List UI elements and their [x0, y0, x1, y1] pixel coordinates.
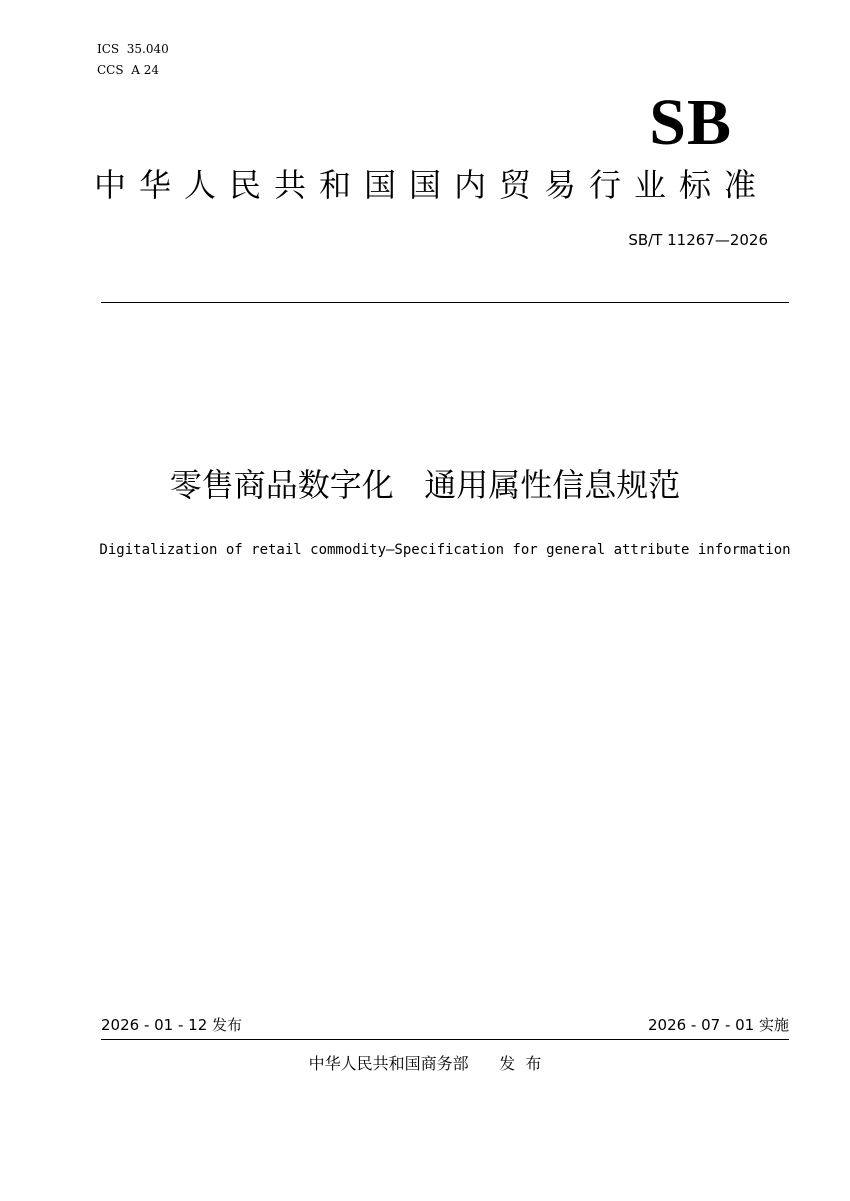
standard-category-title: 中华人民共和国国内贸易行业标准	[94, 166, 770, 204]
top-divider	[101, 302, 789, 303]
standard-number: SB/T 11267—2026	[628, 231, 768, 249]
issuing-authority: 中华人民共和国商务部 发 布	[308, 1054, 542, 1073]
document-title: 零售商品数字化 通用属性信息规范	[169, 466, 681, 504]
issue-date: 2026 - 01 - 12 发布	[101, 1016, 243, 1034]
implementation-date: 2026 - 07 - 01 实施	[647, 1016, 789, 1034]
ccs-code: CCS A 24	[97, 63, 159, 77]
ics-code: ICS 35.040	[97, 42, 169, 56]
document-english-title: Digitalization of retail commodity—Specification for general attribute information	[99, 542, 791, 558]
bottom-divider	[101, 1039, 789, 1040]
standard-logo: SB	[649, 86, 732, 159]
